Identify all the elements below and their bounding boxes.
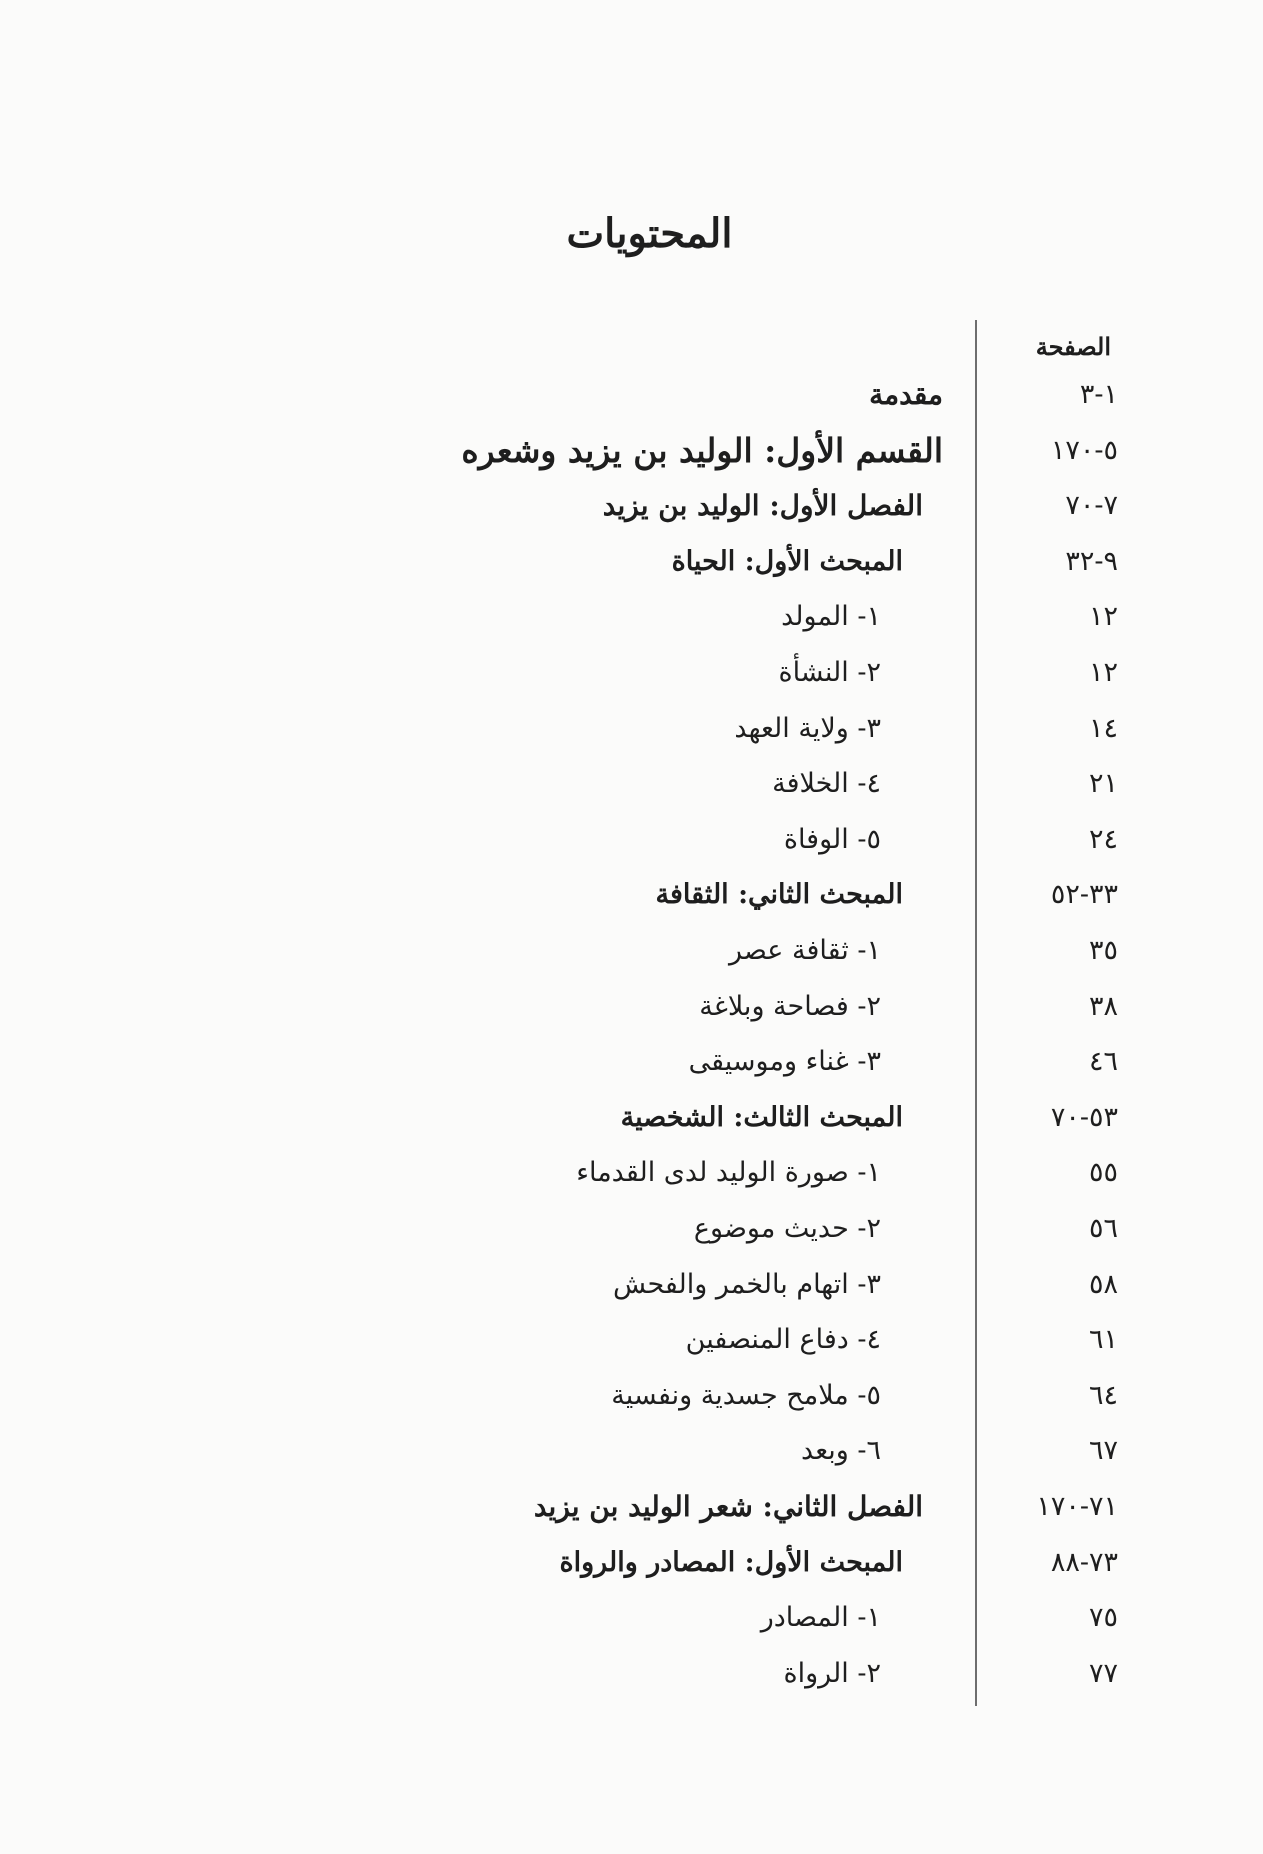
toc-entry-title: ٤- دفاع المنصفين: [685, 1324, 881, 1355]
toc-row: [0, 1037, 1263, 1087]
toc-entry-title: الفصل الثاني: شعر الوليد بن يزيد: [533, 1490, 923, 1523]
toc-row: [0, 870, 1263, 920]
toc-entry-title: مقدمة: [869, 378, 943, 411]
toc-entry-title: ١- ثقافة عصر: [728, 935, 881, 966]
page-column-header: الصفحة: [1035, 332, 1111, 361]
toc-row: [0, 1538, 1263, 1588]
toc-entry-page: ٥-١٧٠: [1050, 435, 1118, 466]
toc-entry-title: ٥- الوفاة: [783, 824, 881, 855]
toc-entry-title: ٥- ملامح جسدية ونفسية: [611, 1380, 881, 1411]
toc-entry-page: ٢٤: [1088, 824, 1118, 855]
toc-entry-title: ١- صورة الوليد لدى القدماء: [576, 1157, 881, 1188]
toc-entry-page: ٥٦: [1088, 1213, 1118, 1244]
toc-row: [0, 1315, 1263, 1365]
toc-entry-page: ٦٧: [1088, 1435, 1118, 1466]
toc-row: [0, 1260, 1263, 1310]
toc-entry-title: ٤- الخلافة: [772, 768, 881, 799]
toc-entry-page: ٧٧: [1088, 1658, 1118, 1689]
toc-entry-page: ٢١: [1088, 768, 1118, 799]
toc-row: [0, 537, 1263, 587]
toc-row: [0, 648, 1263, 698]
toc-entry-page: ١٢: [1088, 601, 1118, 632]
toc-entry-title: ٣- اتهام بالخمر والفحش: [613, 1269, 881, 1300]
toc-entry-page: ١-٣: [1079, 379, 1118, 410]
toc-row: [0, 1093, 1263, 1143]
toc-entry-page: ١٢: [1088, 657, 1118, 688]
toc-entry-page: ٧-٧٠: [1065, 490, 1118, 521]
toc-row: [0, 426, 1263, 476]
toc-row: [0, 926, 1263, 976]
toc-row: [0, 815, 1263, 865]
page-title: المحتويات: [566, 210, 733, 257]
toc-row: [0, 1593, 1263, 1643]
toc-entry-page: ٣٥: [1088, 935, 1118, 966]
toc-entry-title: المبحث الثاني: الثقافة: [655, 879, 903, 910]
toc-entry-page: ٥٨: [1088, 1269, 1118, 1300]
toc-entry-title: المبحث الأول: الحياة: [671, 546, 903, 577]
toc-entry-title: ١- المصادر: [760, 1602, 881, 1633]
toc-entry-page: ٣٨: [1088, 991, 1118, 1022]
toc-entry-title: الفصل الأول: الوليد بن يزيد: [602, 489, 923, 522]
toc-entry-title: ٢- حديث موضوع: [693, 1213, 881, 1244]
toc-row: [0, 1371, 1263, 1421]
toc-entry-title: ١- المولد: [781, 601, 881, 632]
toc-entry-title: ٦- وبعد: [801, 1435, 881, 1466]
toc-row: [0, 1649, 1263, 1699]
toc-entry-page: ١٤: [1088, 713, 1118, 744]
toc-row: [0, 1204, 1263, 1254]
toc-entry-page: ٦١: [1088, 1324, 1118, 1355]
toc-row: [0, 1426, 1263, 1476]
toc-entry-page: ٥٥: [1088, 1157, 1118, 1188]
toc-entry-title: المبحث الأول: المصادر والرواة: [559, 1547, 903, 1578]
toc-row: [0, 481, 1263, 531]
toc-entry-page: ٧٥: [1088, 1602, 1118, 1633]
toc-entry-title: القسم الأول: الوليد بن يزيد وشعره: [461, 431, 943, 470]
toc-entry-page: ٤٦: [1088, 1046, 1118, 1077]
toc-entry-title: ٢- الرواة: [783, 1658, 881, 1689]
toc-row: [0, 592, 1263, 642]
toc-entry-page: ٦٤: [1088, 1380, 1118, 1411]
toc-entry-title: ٣- ولاية العهد: [734, 713, 881, 744]
toc-entry-page: ٧٣-٨٨: [1050, 1547, 1118, 1578]
toc-row: [0, 759, 1263, 809]
toc-row: [0, 1482, 1263, 1532]
toc-entry-page: ٣٣-٥٢: [1050, 879, 1118, 910]
toc-entry-page: ٩-٣٢: [1065, 546, 1118, 577]
toc-row: [0, 1148, 1263, 1198]
toc-entry-page: ٧١-١٧٠: [1036, 1491, 1118, 1522]
toc-entry-page: ٥٣-٧٠: [1050, 1102, 1118, 1133]
toc-entry-title: المبحث الثالث: الشخصية: [620, 1102, 903, 1133]
toc-row: [0, 704, 1263, 754]
toc-row: [0, 370, 1263, 420]
toc-entry-title: ٣- غناء وموسيقى: [688, 1046, 881, 1077]
toc-entry-title: ٢- النشأة: [778, 657, 881, 688]
toc-row: [0, 982, 1263, 1032]
toc-entry-title: ٢- فصاحة وبلاغة: [699, 991, 881, 1022]
